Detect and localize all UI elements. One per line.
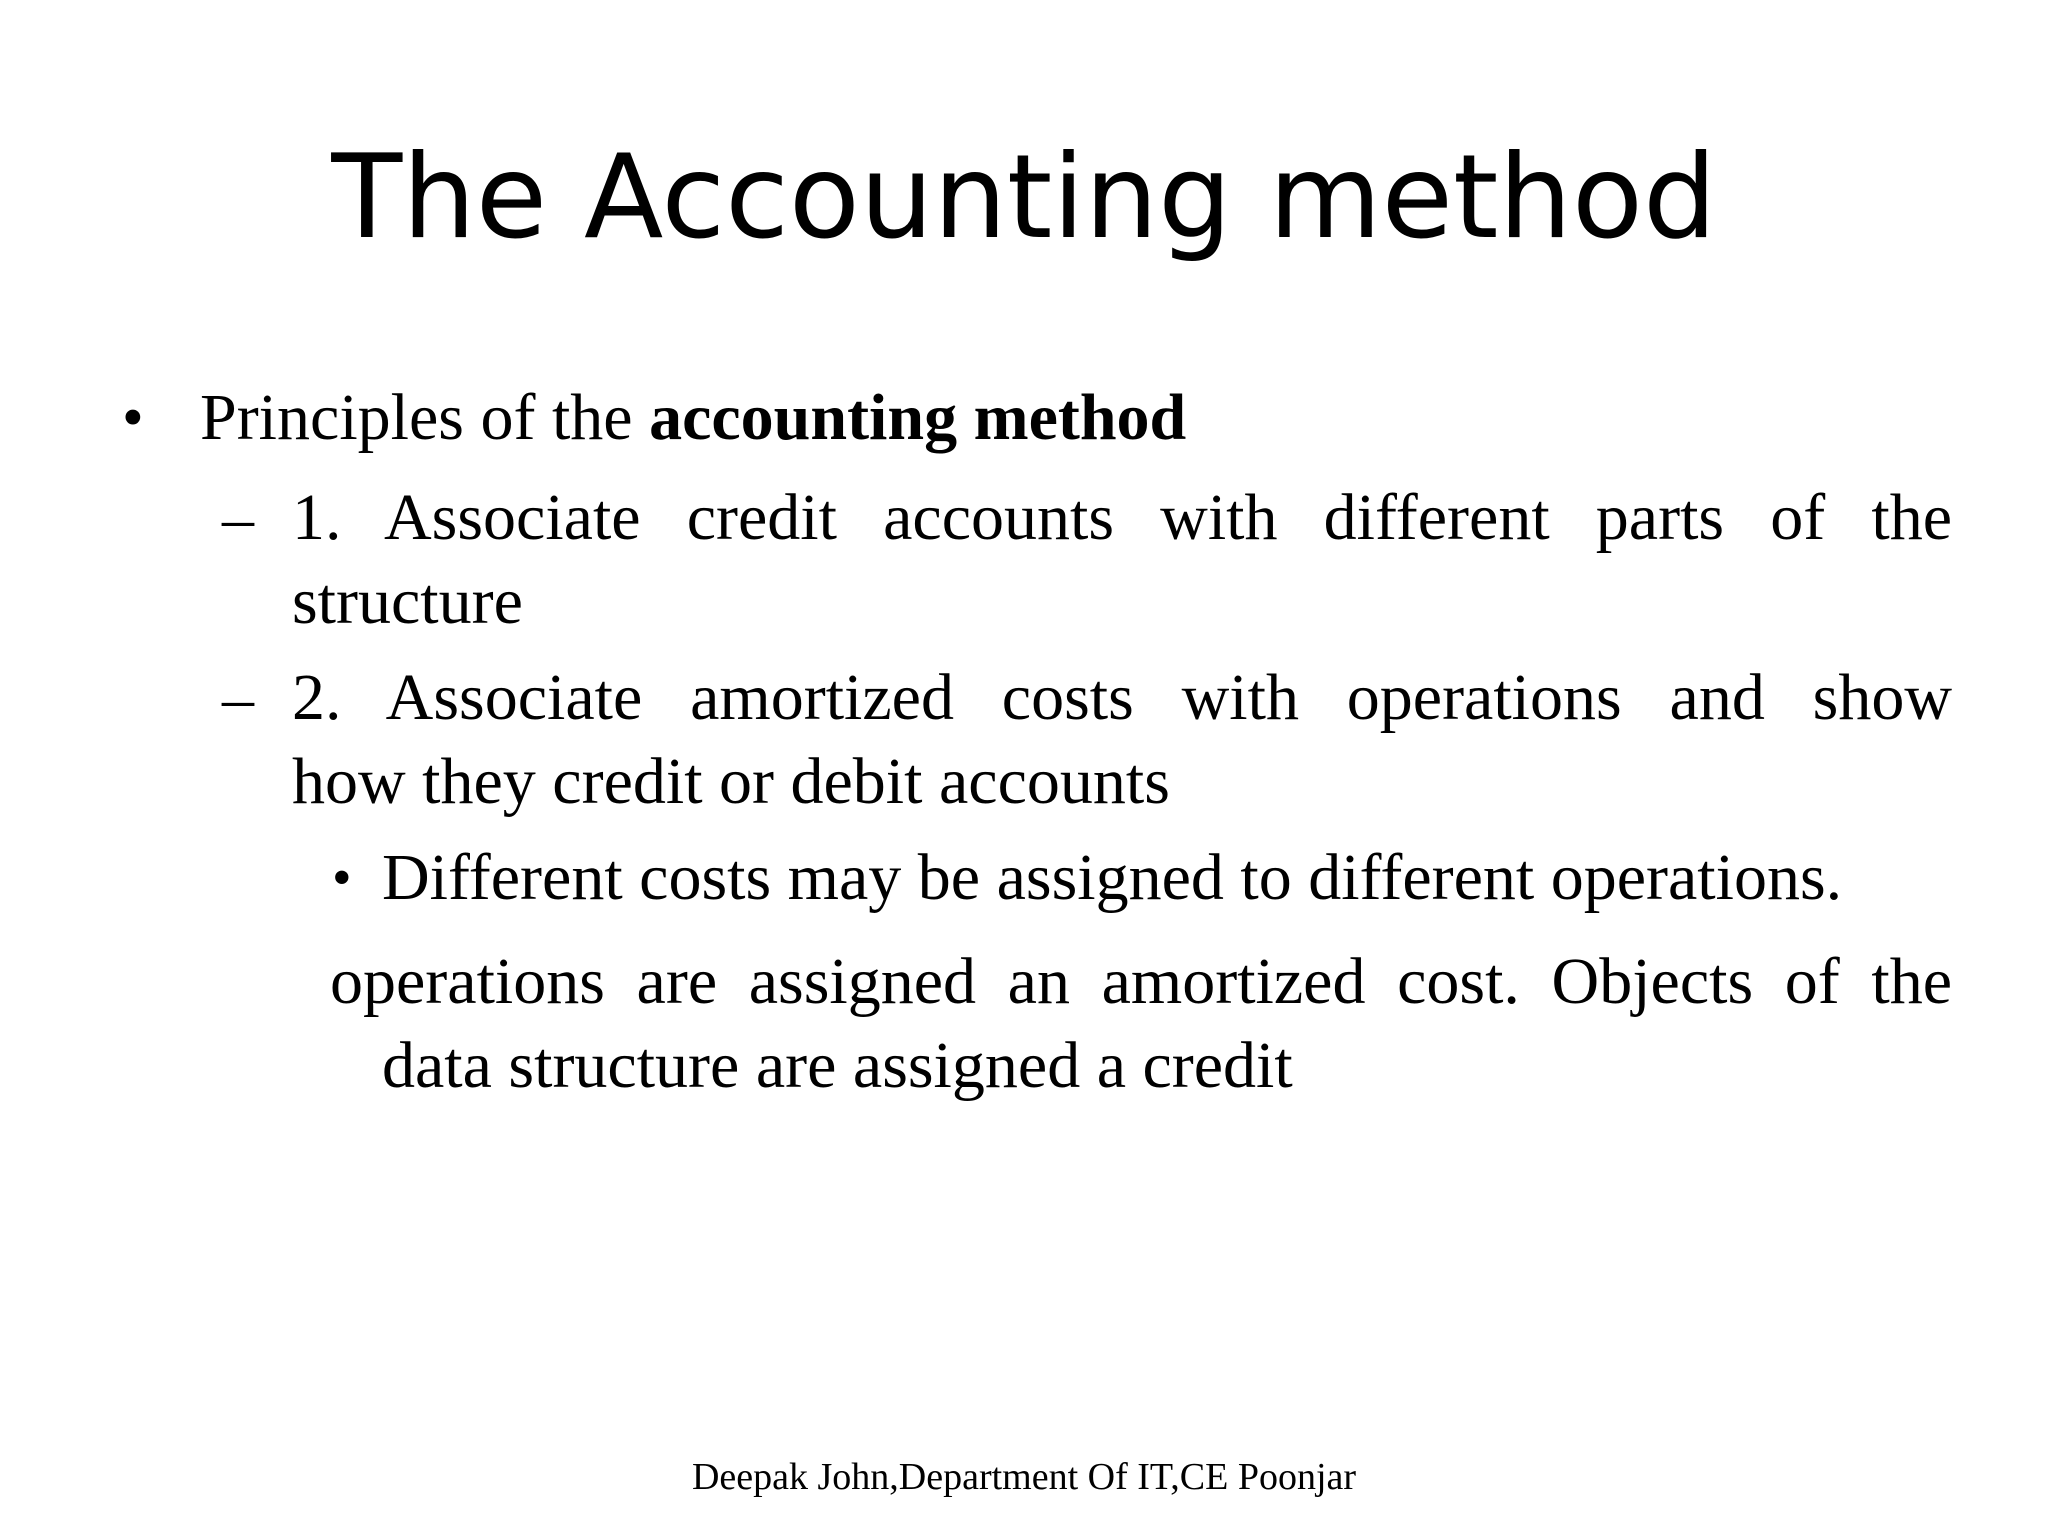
paragraph-line-1: operations are assigned an amortized cost. Objects of the bbox=[330, 945, 1952, 1018]
paragraph-line-2: data structure are assigned a credit bbox=[382, 1029, 1293, 1102]
bullet-marker: • bbox=[122, 384, 144, 452]
sub-bullet-2-line-2: how they credit or debit accounts bbox=[292, 745, 1170, 818]
dash-marker: – bbox=[222, 482, 254, 553]
sub-bullet-1-line-2: structure bbox=[292, 565, 523, 638]
sub-bullet-1 bbox=[292, 476, 1952, 644]
bullet-principles bbox=[200, 376, 1186, 460]
bullet-marker: • bbox=[332, 847, 352, 909]
dash-marker: – bbox=[222, 662, 254, 733]
sub-sub-bullet: Different costs may be assigned to different operations. bbox=[382, 841, 1843, 914]
slide-title: The Accounting method bbox=[331, 130, 1717, 265]
bullet-principles-bold: accounting method bbox=[649, 381, 1187, 454]
sub-bullet-2-line-1: 2. Associate amortized costs with operations and show bbox=[292, 661, 1952, 734]
bullet-principles-prefix: Principles of the bbox=[200, 381, 650, 454]
paragraph bbox=[330, 940, 1952, 1108]
sub-bullet-2 bbox=[292, 656, 1952, 824]
sub-bullet-1-line-1: 1. Associate credit accounts with different parts of the bbox=[292, 481, 1952, 554]
slide-footer: Deepak John,Department Of IT,CE Poonjar bbox=[691, 1456, 1357, 1498]
